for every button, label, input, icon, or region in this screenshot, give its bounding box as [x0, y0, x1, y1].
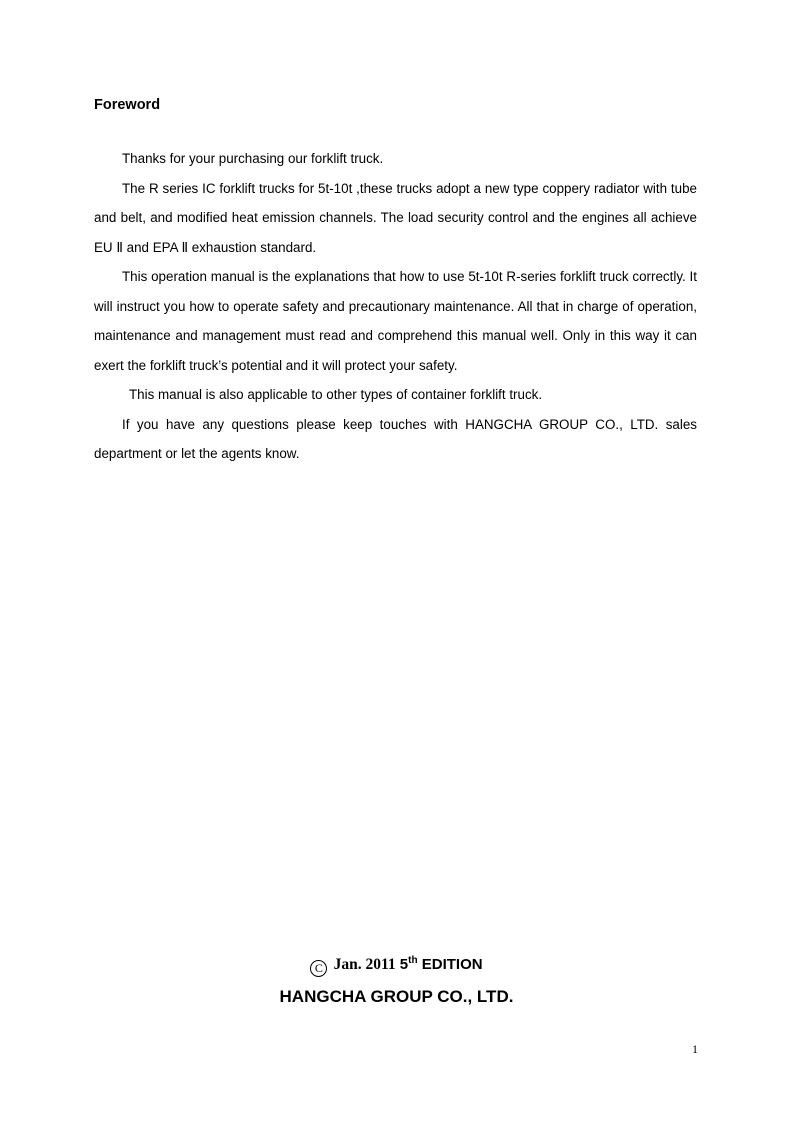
company-name: HANGCHA GROUP CO., LTD.: [279, 987, 514, 1006]
edition-number: 5th: [399, 955, 418, 973]
page-number: 1: [692, 1042, 698, 1056]
copyright-icon: C: [310, 960, 327, 977]
paragraph-manual-purpose: This operation manual is the explanations that how to use 5t-10t R-series forklift truck correctly. It will instruct you how to operate safety and precautionary maintenance. All that in charge of operation, maintenance and management must read and comprehend this manual well. Only in this way it can exert the forklift truck’s potential and it will protect your safety.: [94, 269, 697, 373]
paragraph-thanks: Thanks for your purchasing our forklift truck.: [122, 151, 384, 166]
edition-date: Jan. 2011: [333, 956, 396, 973]
foreword-heading: Foreword: [94, 97, 161, 113]
paragraph-contact: If you have any questions please keep touches with HANGCHA GROUP CO., LTD. sales department or let the agents know.: [94, 416, 697, 461]
paragraph-r-series: The R series IC forklift trucks for 5t-10t ,these trucks adopt a new type coppery radiator with tube and belt, and modified heat emission channels. The load security control and the engines all achieve EU Ⅱ and EPA Ⅱ exhaustion standard.: [94, 180, 697, 255]
edition-line: [0, 953, 793, 977]
edition-ordinal-suffix: th: [408, 955, 418, 966]
foreword-body: [94, 144, 697, 469]
paragraph-applicability: This manual is also applicable to other types of container forklift truck.: [129, 387, 543, 402]
edition-label: EDITION: [421, 956, 483, 973]
